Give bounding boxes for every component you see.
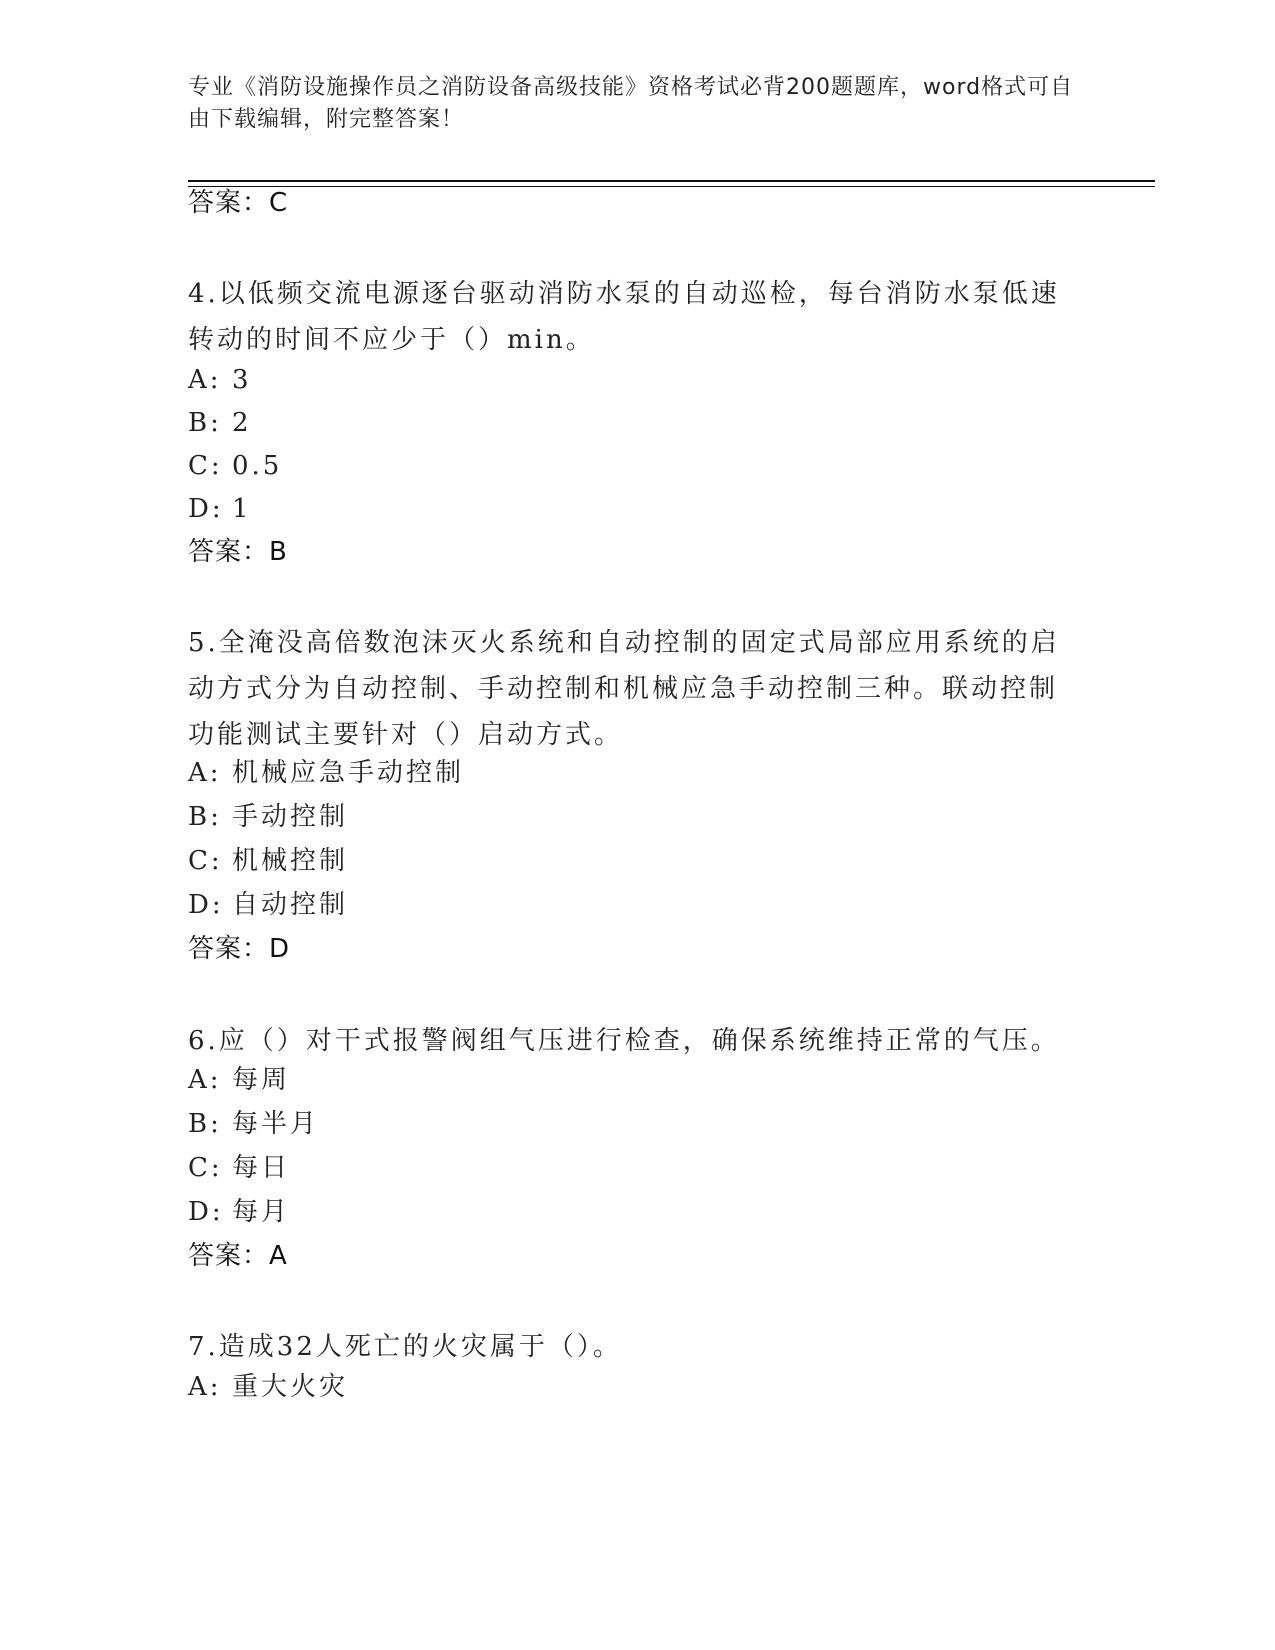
option-text: 机械控制	[232, 846, 349, 876]
option-key: D:	[188, 890, 224, 920]
q5-option-a	[188, 756, 464, 790]
q4-answer	[188, 535, 288, 569]
q4-option-a	[188, 363, 252, 397]
option-key: C:	[188, 846, 223, 876]
option-text: 每半月	[232, 1109, 320, 1139]
option-text: 手动控制	[232, 802, 349, 832]
page-header: 专业《消防设施操作员之消防设备高级技能》资格考试必背200题题库，word格式可自由下载编辑，附完整答案！	[188, 75, 1074, 132]
option-key: C:	[188, 1153, 223, 1183]
option-key: C:	[188, 451, 223, 481]
option-key: B:	[188, 408, 222, 438]
answer-value: B	[269, 537, 288, 567]
q6-answer	[188, 1239, 288, 1273]
q5-option-c	[188, 844, 348, 878]
q5-option-b	[188, 800, 348, 834]
option-key: A:	[188, 1372, 222, 1402]
option-key: A:	[188, 365, 222, 395]
answer-value: C	[269, 188, 289, 218]
q6-option-d	[188, 1195, 290, 1229]
q6-option-c	[188, 1151, 290, 1185]
answer-value: A	[269, 1241, 288, 1271]
option-key: B:	[188, 1109, 222, 1139]
q4-option-d	[188, 492, 252, 526]
option-text: 2	[232, 408, 252, 438]
q4-stem: 4.以低频交流电源逐台驱动消防水泵的自动巡检，每台消防水泵低速转动的时间不应少于（）min。	[188, 279, 1060, 355]
header-rule-thin	[188, 186, 1155, 187]
q4-option-b	[188, 406, 252, 440]
q6-option-b	[188, 1107, 319, 1141]
option-text: 机械应急手动控制	[232, 758, 465, 788]
q6-option-a	[188, 1063, 290, 1097]
option-text: 3	[232, 365, 252, 395]
option-text: 每月	[232, 1197, 291, 1227]
q6-stem: 6.应（）对干式报警阀组气压进行检查，确保系统维持正常的气压。	[188, 1026, 1060, 1056]
q5-answer	[188, 932, 290, 966]
option-text: 重大火灾	[232, 1372, 349, 1402]
answer-prefix: 答案：	[188, 537, 270, 567]
header-rule-thick	[188, 180, 1155, 182]
q5-option-d	[188, 888, 348, 922]
q7-option-a	[188, 1370, 348, 1404]
q7-stem: 7.造成32人死亡的火灾属于（）。	[188, 1332, 622, 1362]
option-key: A:	[188, 1065, 222, 1095]
q5-stem: 5.全淹没高倍数泡沫灭火系统和自动控制的固定式局部应用系统的启动方式分为自动控制、手动控制和机械应急手动控制三种。联动控制功能测试主要针对（）启动方式。	[188, 628, 1060, 750]
answer-prefix: 答案：	[188, 1241, 270, 1271]
option-text: 每日	[232, 1153, 291, 1183]
option-text: 每周	[232, 1065, 291, 1095]
option-key: B:	[188, 802, 222, 832]
answer-prefix: 答案：	[188, 188, 270, 218]
option-text: 0.5	[232, 451, 283, 481]
option-text: 1	[232, 494, 252, 524]
option-key: A:	[188, 758, 222, 788]
answer-value: D	[269, 934, 291, 964]
option-key: D:	[188, 494, 224, 524]
answer-prefix: 答案：	[188, 934, 270, 964]
q3-answer	[188, 186, 288, 220]
option-key: D:	[188, 1197, 224, 1227]
option-text: 自动控制	[232, 890, 349, 920]
q4-option-c	[188, 449, 282, 483]
